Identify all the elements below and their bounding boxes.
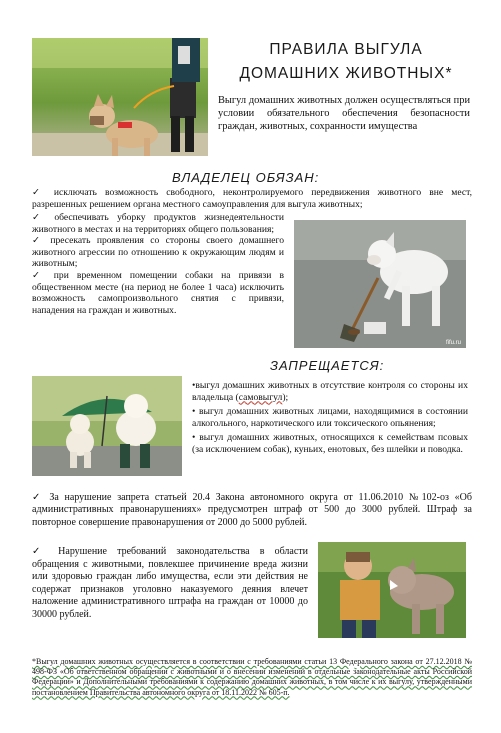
title-line-1: ПРАВИЛА ВЫГУЛА	[269, 41, 423, 58]
forbidden-item-3: • выгул домашних животных, относящихся к семействам псовых (за исключением собак), куньих, енотовых, без шлейки и поводка.	[192, 432, 468, 455]
page-title	[226, 38, 466, 86]
check-icon: ✓	[32, 187, 46, 198]
check-icon: ✓	[32, 212, 46, 223]
photo-woman-walking-dog	[32, 38, 208, 156]
owner-item-3: ✓ пресекать проявления со стороны своего домашнего животного агрессии по отношению к окружающим людям и животным;	[32, 235, 284, 270]
check-icon: ✓	[32, 546, 49, 557]
fine-paragraph-2: ✓ Нарушение требований законодательства в области обращения с животными, повлекшее причинение вреда жизни или здоровью граждан либо имущества, если эти действия не содержат признаков уголовно наказуемого деяния влечет наложение административного штрафа на граждан от 10000 до 30000 рублей.	[32, 546, 309, 620]
forbidden-heading: ЗАПРЕЩАЕТСЯ:	[270, 358, 385, 373]
intro-text: Выгул домашних животных должен осуществляться при условии обязательного обеспечения безопасности граждан, животных, сохранности имущества	[218, 95, 470, 132]
owner-item-1: ✓ исключать возможность свободного, неконтролируемого передвижения животного вне мест, разрешенных решением органа местного самоуправления для выгула животных;	[32, 187, 472, 210]
check-icon: ✓	[32, 269, 46, 281]
owner-list	[32, 212, 284, 316]
owner-heading: ВЛАДЕЛЕЦ ОБЯЗАН:	[172, 170, 320, 185]
check-icon: ✓	[32, 235, 44, 247]
forbidden-list	[192, 380, 468, 456]
footnote: *Выгул домашних животных осуществляется в соответствии с требованиями статьи 13 Федерального закона от 27.12.2018 № 498-ФЗ «Об ответственном обращении с животными и о внесении изменений в отдельные законодательные акты Российской Федерации» и Дополнительными требованиями к содержанию домашних животных, в том числе к их выгулу, утвержденными постановлением Правительства автономного округа от 18.11.2022 № 605-п.	[32, 657, 472, 697]
title-line-2: ДОМАШНИХ ЖИВОТНЫХ*	[239, 65, 453, 82]
watermark-text: fifu.ru	[446, 340, 462, 346]
photo-dog-cleaning	[294, 220, 466, 348]
fine-paragraph-1: ✓ За нарушение запрета статьей 20.4 Закона автономного округа от 11.06.2010 №102-оз «Об административных правонарушениях» предусмотрен штраф от 500 до 3000 рублей. Штраф за повторное совершение правонарушения от 2000 до 5000 рублей.	[32, 492, 472, 528]
owner-item-2: ✓ обеспечивать уборку продуктов жизнедеятельности животного в местах и на территориях общего пользования;	[32, 212, 284, 235]
bullet-icon: •	[192, 432, 196, 444]
photo-aggressive-dog-boy	[318, 542, 466, 638]
bullet-icon: •	[192, 380, 196, 391]
owner-item-4: ✓ при временном помещении собаки на привязи в общественном месте (на период не более 1 часа) исключить возможность самопроизвольного снятия с привязи, нападения на граждан и животных.	[32, 269, 284, 316]
forbidden-item-2: • выгул домашних животных лицами, находящимися в состоянии алкогольного, наркотического или токсического опьянения;	[192, 406, 468, 429]
bullet-icon: •	[192, 406, 196, 418]
photo-dogs-umbrella	[32, 376, 182, 476]
check-icon: ✓	[32, 492, 44, 503]
forbidden-item-1: •выгул домашних животных в отсутствие контроля со стороны их владельца (самовыгул);	[192, 380, 468, 403]
